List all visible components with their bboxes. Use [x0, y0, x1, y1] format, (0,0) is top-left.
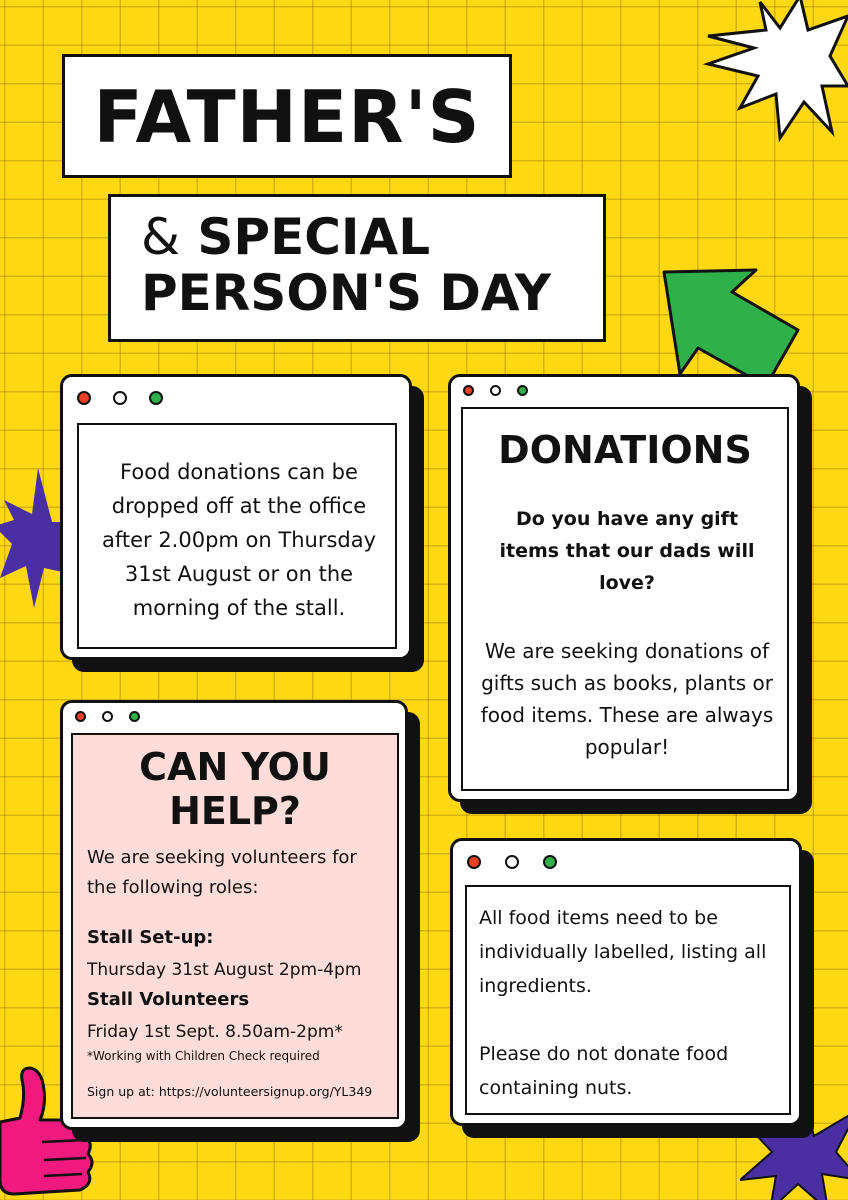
window-controls [77, 391, 163, 405]
white-dot-icon [505, 855, 519, 869]
help-heading-line1: CAN YOU [139, 745, 331, 789]
green-dot-icon [129, 711, 140, 722]
donations-question: Do you have any gift items that our dads will love? [499, 508, 755, 594]
signup-link[interactable]: Sign up at: https://volunteersignup.org/YL349 [87, 1084, 373, 1099]
role1-time: Thursday 31st August 2pm-4pm [87, 960, 362, 980]
title-line2 [141, 209, 603, 265]
white-burst-icon [700, 0, 848, 150]
help-heading-line2: HELP? [169, 789, 301, 833]
role1-title: Stall Set-up: [87, 927, 214, 948]
green-dot-icon [543, 855, 557, 869]
help-card [60, 700, 408, 1130]
title-line1: FATHER'S [62, 54, 512, 178]
window-controls [467, 855, 557, 869]
dropoff-card [60, 374, 412, 660]
red-dot-icon [467, 855, 481, 869]
green-arrow-icon [652, 262, 802, 392]
labels-card-body [465, 885, 791, 1115]
donations-heading: DONATIONS [498, 428, 752, 472]
role2-title: Stall Volunteers [87, 989, 250, 1010]
help-intro: We are seeking volunteers for the following roles: [87, 847, 357, 898]
red-dot-icon [75, 711, 86, 722]
title-subtitle [108, 194, 606, 342]
white-dot-icon [102, 711, 113, 722]
green-dot-icon [517, 385, 528, 396]
footnote: *Working with Children Check required [87, 1049, 320, 1063]
red-dot-icon [463, 385, 474, 396]
green-dot-icon [149, 391, 163, 405]
white-dot-icon [490, 385, 501, 396]
title-line3: PERSON'S DAY [141, 264, 552, 322]
labels-text: All food items need to be individually labelled, listing all ingredients. [479, 907, 767, 997]
window-controls [75, 711, 140, 722]
dropoff-card-body [77, 423, 397, 649]
role2-time: Friday 1st Sept. 8.50am-2pm* [87, 1022, 343, 1042]
help-heading [73, 745, 397, 833]
title-ampersand: & [141, 208, 180, 266]
donations-card [448, 374, 800, 802]
white-dot-icon [113, 391, 127, 405]
nuts-warning: Please do not donate food containing nuts. [479, 1043, 729, 1099]
donations-card-body [461, 407, 789, 791]
window-controls [463, 385, 528, 396]
labels-card [450, 838, 802, 1126]
dropoff-text: Food donations can be dropped off at the office after 2.00pm on Thursday 31st August or on the morning of the stall. [101, 460, 377, 620]
help-card-body [71, 733, 399, 1119]
title-special: SPECIAL [180, 208, 431, 266]
red-dot-icon [77, 391, 91, 405]
donations-body: We are seeking donations of gifts such as books, plants or food items. These are always popular! [480, 639, 774, 759]
